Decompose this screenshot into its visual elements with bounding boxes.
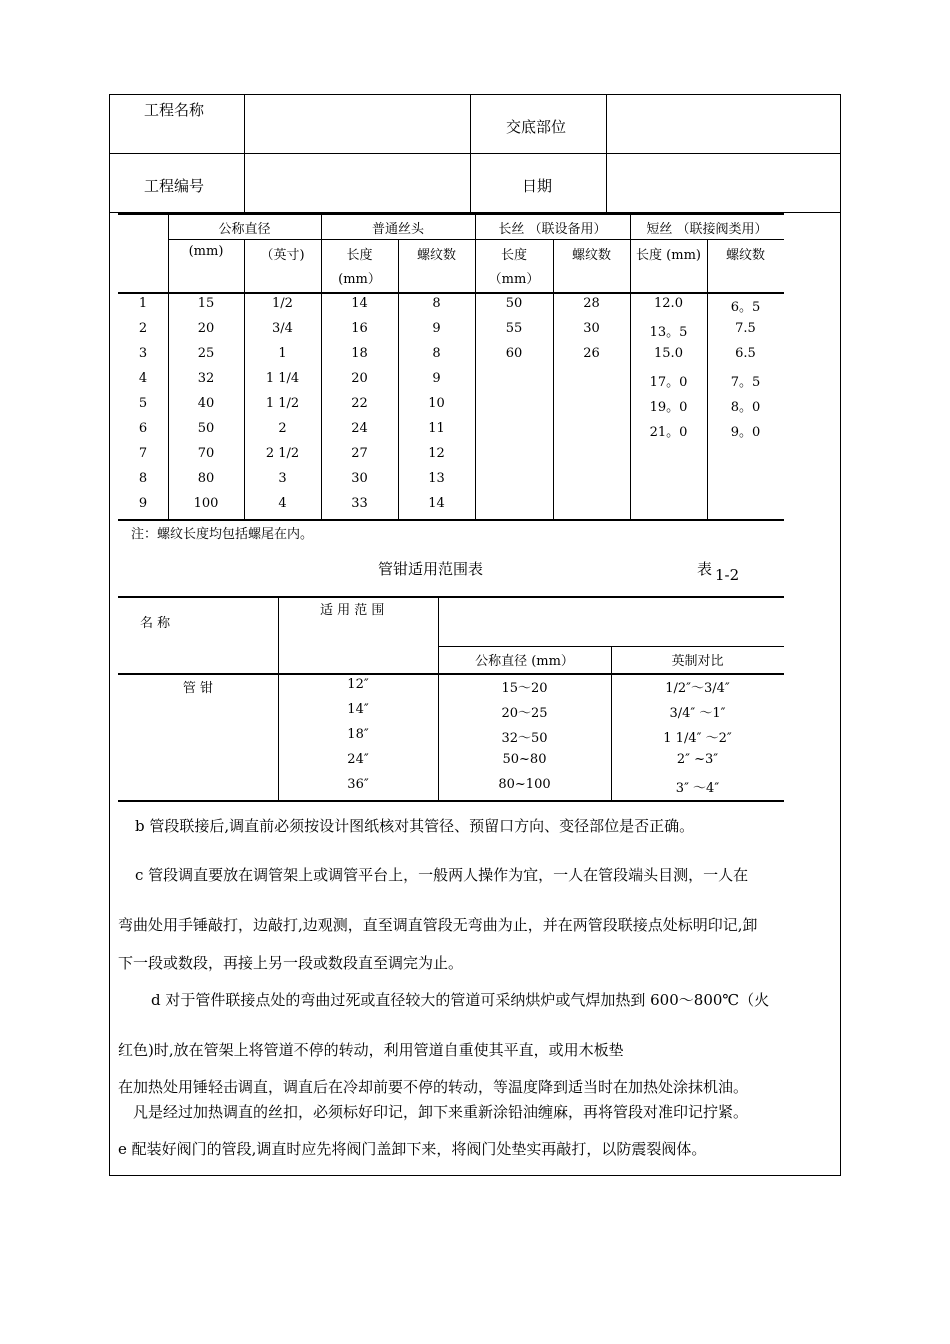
table-cell: 1 1/2 bbox=[265, 396, 300, 411]
table-cell: 9 bbox=[432, 321, 441, 336]
table-cell: 15 bbox=[197, 296, 215, 311]
sub-header: (mm) bbox=[188, 244, 224, 259]
item-name: 管 钳 bbox=[182, 681, 214, 696]
table-cell: 9 bbox=[138, 496, 148, 511]
table-note: 注：螺纹长度均包括螺尾在内。 bbox=[131, 527, 314, 542]
table-rule bbox=[118, 213, 784, 215]
sub-header: 长度 bbox=[500, 248, 527, 263]
table-cell: 12″ bbox=[347, 677, 369, 692]
table-cell: 10 bbox=[428, 396, 445, 411]
table2-no-label: 表 bbox=[697, 560, 713, 578]
paragraph-c-cont: 弯曲处用手锤敲打，边敲打,边观测，直至调直管段无弯曲为止，并在两管段联接点处标明印记,卸 bbox=[118, 916, 758, 934]
table-cell: 30 bbox=[583, 321, 600, 336]
group-header: 普通丝头 bbox=[371, 222, 424, 237]
table-cell: 15.0 bbox=[654, 346, 683, 361]
table-cell: 30 bbox=[351, 471, 368, 486]
location-label: 交底部位 bbox=[506, 118, 567, 136]
table-rule bbox=[118, 800, 784, 802]
table2-title: 管钳适用范围表 bbox=[378, 560, 484, 578]
table-cell: 8。0 bbox=[730, 400, 761, 415]
table-cell: 24 bbox=[351, 421, 368, 436]
table-cell: 32 bbox=[197, 371, 215, 386]
table-cell: 14 bbox=[351, 296, 368, 311]
table-cell: 27 bbox=[351, 446, 368, 461]
table-cell: 26 bbox=[583, 346, 600, 361]
table-rule bbox=[278, 596, 279, 800]
table-cell: 1/2 bbox=[272, 296, 293, 311]
group-header: 长丝 （联设备用） bbox=[498, 222, 607, 237]
table-cell: 9 bbox=[432, 371, 441, 386]
table-cell: 8 bbox=[138, 471, 148, 486]
table-cell: 13。5 bbox=[649, 325, 688, 340]
table2-no-value: 1-2 bbox=[715, 566, 740, 584]
table-cell: 40 bbox=[197, 396, 215, 411]
sub-dn-header: 公称直径 (mm） bbox=[475, 654, 574, 669]
table-cell: 3 bbox=[138, 346, 148, 361]
sub-header: （mm） bbox=[488, 272, 540, 287]
table-cell: 33 bbox=[351, 496, 368, 511]
table-cell: 17。0 bbox=[649, 375, 688, 390]
table-cell: 16 bbox=[351, 321, 368, 336]
table-cell: 3″ ～4″ bbox=[675, 781, 720, 796]
table-cell: 7 bbox=[138, 446, 148, 461]
table-cell: 3/4 bbox=[272, 321, 293, 336]
col-name-header: 名 称 bbox=[140, 616, 171, 631]
table-cell: 14 bbox=[428, 496, 445, 511]
table-cell: 15～20 bbox=[501, 681, 548, 696]
table-cell: 1/2″～3/4″ bbox=[665, 681, 730, 696]
table-cell: 32～50 bbox=[501, 731, 548, 746]
table-cell: 22 bbox=[351, 396, 368, 411]
table-cell: 18 bbox=[351, 346, 368, 361]
table-cell: 3/4″ ～1″ bbox=[669, 706, 726, 721]
table-cell: 20 bbox=[197, 321, 215, 336]
table-cell: 8 bbox=[432, 346, 441, 361]
table-cell: 14″ bbox=[347, 702, 369, 717]
table-cell: 6。5 bbox=[730, 300, 761, 315]
table-cell: 1 1/4 bbox=[265, 371, 300, 386]
sub-header: 长度 bbox=[346, 248, 373, 263]
table-cell: 28 bbox=[583, 296, 600, 311]
table-cell: 18″ bbox=[347, 727, 369, 742]
sub-header: 螺纹数 bbox=[725, 248, 765, 263]
table-cell: 4 bbox=[278, 496, 287, 511]
table-cell: 80 bbox=[197, 471, 215, 486]
table-cell: 7。5 bbox=[730, 375, 761, 390]
table-cell: 12 bbox=[428, 446, 445, 461]
table-cell: 3 bbox=[278, 471, 287, 486]
paragraph-d-cont: 在加热处用锤轻击调直，调直后在冷却前要不停的转动，等温度降到适当时在加热处涂抹机油。 bbox=[118, 1078, 749, 1096]
paragraph-d-cont: 红色)时,放在管架上将管道不停的转动，利用管道自重使其平直，或用木板垫 bbox=[118, 1041, 624, 1059]
table-cell: 5 bbox=[138, 396, 148, 411]
table-cell: 13 bbox=[428, 471, 445, 486]
table-cell: 4 bbox=[138, 371, 148, 386]
table-cell: 55 bbox=[505, 321, 523, 336]
table-rule bbox=[168, 239, 784, 240]
table-cell: 1 bbox=[278, 346, 287, 361]
date-label: 日期 bbox=[522, 177, 553, 195]
col-range-header: 适 用 范 围 bbox=[320, 603, 385, 618]
table-cell: 7.5 bbox=[735, 321, 756, 336]
table-rule bbox=[438, 596, 439, 800]
sub-header: 螺纹数 bbox=[416, 248, 456, 263]
paragraph-e: e 配装好阀门的管段,调直时应先将阀门盖卸下来，将阀门处垫实再敲打，以防震裂阀体。 bbox=[118, 1140, 707, 1158]
table-cell: 2 bbox=[278, 421, 287, 436]
sub-header: (mm） bbox=[338, 272, 381, 287]
table-cell: 1 bbox=[138, 296, 148, 311]
table-cell: 36″ bbox=[347, 777, 369, 792]
table-cell: 80~100 bbox=[498, 777, 551, 792]
table-cell: 70 bbox=[197, 446, 215, 461]
project-no-label: 工程编号 bbox=[144, 177, 205, 195]
sub-header: （英寸) bbox=[260, 248, 305, 263]
table-cell: 24″ bbox=[347, 752, 369, 767]
table-cell: 2 1/2 bbox=[265, 446, 300, 461]
table-cell: 11 bbox=[428, 421, 445, 436]
table-cell: 100 bbox=[193, 496, 219, 511]
table-cell: 6 bbox=[138, 421, 148, 436]
table-cell: 60 bbox=[505, 346, 523, 361]
table-rule bbox=[118, 292, 784, 294]
header-divider bbox=[109, 153, 841, 154]
project-name-label: 工程名称 bbox=[144, 101, 205, 119]
table-cell: 25 bbox=[197, 346, 215, 361]
table-rule bbox=[118, 673, 784, 675]
table-rule bbox=[118, 596, 784, 598]
table-rule bbox=[118, 519, 784, 521]
paragraph-c: c 管段调直要放在调管架上或调管平台上，一般两人操作为宜，一人在管段端头目测，一人在 bbox=[135, 866, 749, 884]
table-cell: 50 bbox=[197, 421, 215, 436]
paragraph-c-cont: 下一段或数段，再接上另一段或数段直至调完为止。 bbox=[118, 954, 464, 972]
table-cell: 19。0 bbox=[649, 400, 688, 415]
paragraph-b: b 管段联接后,调直前必须按设计图纸核对其管径、预留口方向、变径部位是否正确。 bbox=[135, 817, 695, 835]
sub-inch-header: 英制对比 bbox=[671, 654, 724, 669]
table-cell: 50 bbox=[505, 296, 523, 311]
table-cell: 20～25 bbox=[501, 706, 548, 721]
table-cell: 6.5 bbox=[735, 346, 756, 361]
paragraph-d: d 对于管件联接点处的弯曲过死或直径较大的管道可采纳烘炉或气焊加热到 600～800℃（火 bbox=[151, 991, 770, 1009]
table-cell: 9。0 bbox=[730, 425, 761, 440]
sub-header: 长度 (mm) bbox=[636, 248, 701, 263]
table-cell: 2″ ~3″ bbox=[676, 752, 719, 767]
table-cell: 20 bbox=[351, 371, 368, 386]
table-cell: 12.0 bbox=[654, 296, 683, 311]
paragraph-d-cont: 凡是经过加热调直的丝扣，必须标好印记，卸下来重新涂铅油缠麻，再将管段对准印记拧紧。 bbox=[133, 1103, 749, 1121]
group-header: 公称直径 bbox=[218, 222, 271, 237]
table-cell: 2 bbox=[138, 321, 148, 336]
table-cell: 50~80 bbox=[502, 752, 547, 767]
table-rule bbox=[553, 239, 554, 519]
table-cell: 1 1/4″ ～2″ bbox=[663, 731, 732, 746]
table-cell: 21。0 bbox=[649, 425, 688, 440]
table-cell: 8 bbox=[432, 296, 441, 311]
group-header: 短丝 （联接阀类用） bbox=[646, 222, 768, 237]
sub-header: 螺纹数 bbox=[571, 248, 611, 263]
